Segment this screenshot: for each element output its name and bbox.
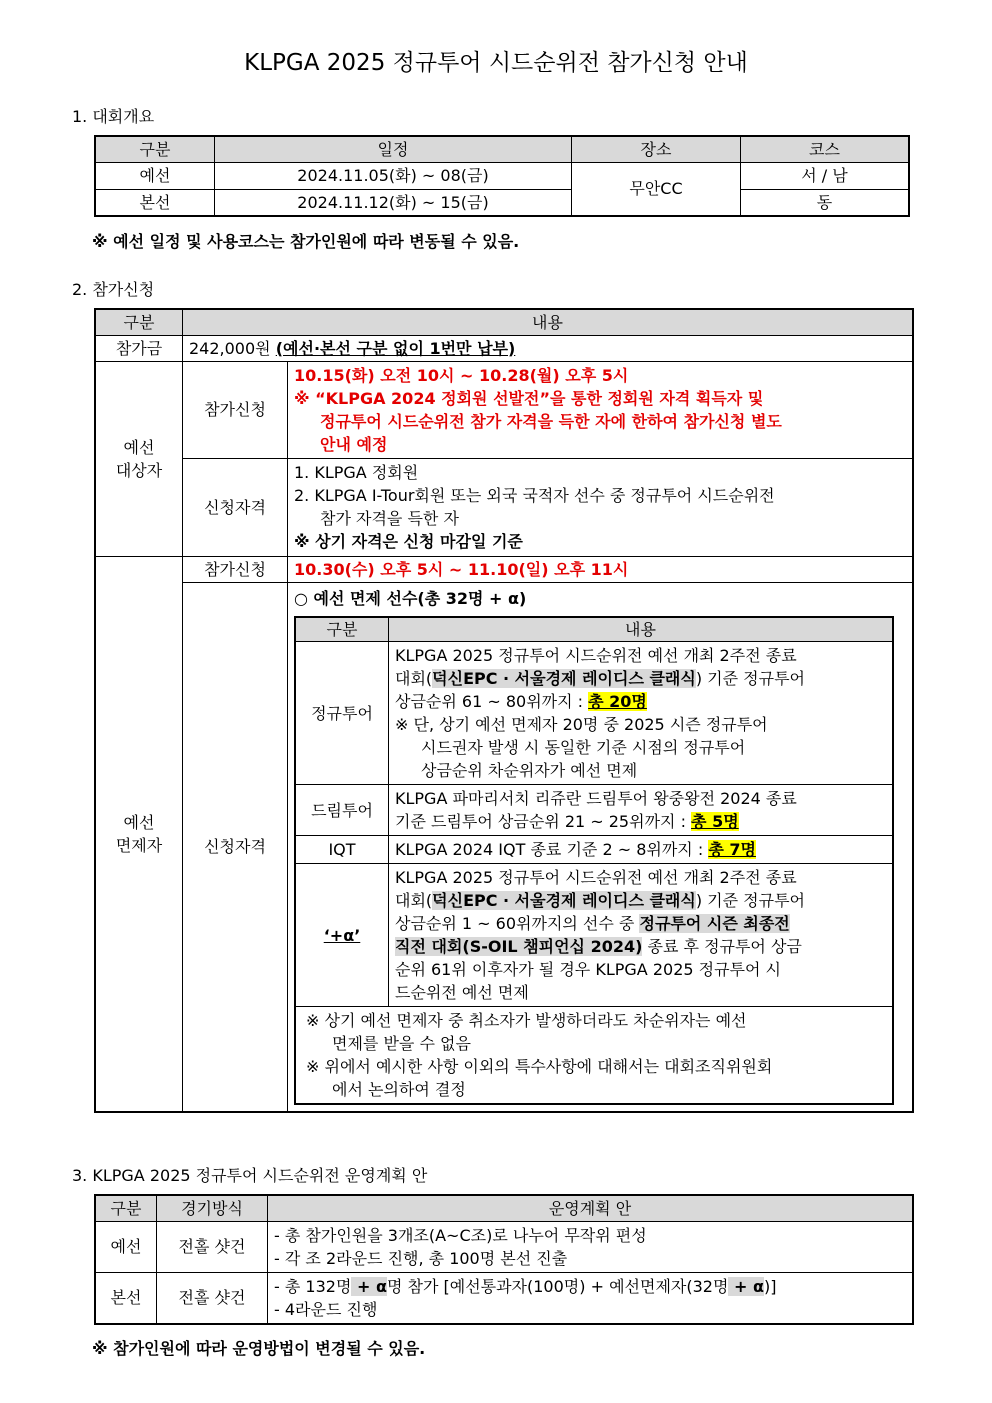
plan-header-content: 운영계획 안 xyxy=(268,1195,914,1221)
section3-heading: 3. KLPGA 2025 정규투어 시드순위전 운영계획 안 xyxy=(72,1166,428,1185)
overview-row-type: 예선 xyxy=(95,162,215,189)
exempt-apply-label: 참가신청 xyxy=(183,556,288,582)
dream-tour-label: 드림투어 xyxy=(295,785,389,836)
overview-header-type: 구분 xyxy=(95,136,215,162)
exempt-inner-table xyxy=(294,616,894,1106)
overview-venue: 무안CC xyxy=(572,162,741,216)
plan-final-type: 본선 xyxy=(95,1272,157,1324)
dream-tour-content: KLPGA 파마리서치 리쥬란 드림투어 왕중왕전 2024 종료 기준 드림투어 상금순위 21 ~ 25위까지 : 총 5명 xyxy=(389,785,894,836)
section1-heading: 1. 대회개요 xyxy=(72,107,155,126)
application-table xyxy=(94,308,914,1113)
overview-header-venue: 장소 xyxy=(572,136,741,162)
page-title: KLPGA 2025 정규투어 시드순위전 참가신청 안내 xyxy=(244,50,748,76)
exempt-apply-date: 10.30(수) 오후 5시 ~ 11.10(일) 오후 11시 xyxy=(288,556,914,582)
overview-row-course: 서 / 남 xyxy=(741,162,910,189)
overview-row-date: 2024.11.12(화) ~ 15(금) xyxy=(215,189,572,216)
alpha-label: ‘+α’ xyxy=(295,864,389,1007)
exempt-footnotes: ※ 상기 예선 면제자 중 취소자가 발생하더라도 차순위자는 예선 면제를 받을 수 없음 ※ 위에서 예시한 사항 이외의 특수사항에 대해서는 대회조직위원회 에서 논의하여 결정 xyxy=(295,1007,893,1105)
prelim-qual-content: 1. KLPGA 정회원 2. KLPGA I-Tour회원 또는 외국 국적자 선수 중 정규투어 시드순위전 참가 자격을 득한 자 ※ 상기 자격은 신청 마감일 기준 xyxy=(288,458,914,556)
exempt-qual-content xyxy=(288,582,914,1112)
app-header-content: 내용 xyxy=(183,309,914,335)
inner-header-type: 구분 xyxy=(295,617,389,642)
prelim-label: 예선 대상자 xyxy=(95,361,183,556)
plan-table xyxy=(94,1194,914,1325)
inner-header-content: 내용 xyxy=(389,617,894,642)
fee-note: (예선·본선 구분 없이 1번만 납부) xyxy=(275,338,516,358)
section1-note: ※ 예선 일정 및 사용코스는 참가인원에 따라 변동될 수 있음. xyxy=(92,232,520,251)
overview-header-date: 일정 xyxy=(215,136,572,162)
plan-prelim-format: 전홀 샷건 xyxy=(157,1221,268,1272)
plan-final-format: 전홀 샷건 xyxy=(157,1272,268,1324)
iqt-label: IQT xyxy=(295,836,389,864)
exempt-label: 예선 면제자 xyxy=(95,556,183,1112)
plan-final-content: - 총 132명 + α명 참가 [예선통과자(100명) + 예선면제자(32명 + α)] - 4라운드 진행 xyxy=(268,1272,914,1324)
section2-heading: 2. 참가신청 xyxy=(72,280,155,299)
overview-row-course: 동 xyxy=(741,189,910,216)
overview-header-course: 코스 xyxy=(741,136,910,162)
overview-row-type: 본선 xyxy=(95,189,215,216)
fee-amount: 242,000원 xyxy=(189,338,271,358)
fee-label: 참가금 xyxy=(95,335,183,361)
plan-prelim-type: 예선 xyxy=(95,1221,157,1272)
section3-note: ※ 참가인원에 따라 운영방법이 변경될 수 있음. xyxy=(92,1339,426,1358)
exempt-qual-label: 신청자격 xyxy=(183,582,288,1112)
exempt-heading: ○ 예선 면제 선수(총 32명 + α) xyxy=(294,588,527,608)
iqt-content: KLPGA 2024 IQT 종료 기준 2 ~ 8위까지 : 총 7명 xyxy=(389,836,894,864)
plan-header-type: 구분 xyxy=(95,1195,157,1221)
prelim-qual-label: 신청자격 xyxy=(183,458,288,556)
app-header-type: 구분 xyxy=(95,309,183,335)
overview-row-date: 2024.11.05(화) ~ 08(금) xyxy=(215,162,572,189)
regular-tour-label: 정규투어 xyxy=(295,642,389,785)
prelim-apply-label: 참가신청 xyxy=(183,361,288,458)
plan-header-format: 경기방식 xyxy=(157,1195,268,1221)
prelim-apply-content: 10.15(화) 오전 10시 ~ 10.28(월) 오후 5시 ※ “KLPGA 2024 정회원 선발전”을 통한 정회원 자격 획득자 및 정규투어 시드순위전 참가 자격을 득한 자에 한하여 참가신청 별도 안내 예정 xyxy=(288,361,914,458)
plan-prelim-content: - 총 참가인원을 3개조(A~C조)로 나누어 무작위 편성 - 각 조 2라운드 진행, 총 100명 본선 진출 xyxy=(268,1221,914,1272)
overview-table xyxy=(94,135,910,217)
alpha-content: KLPGA 2025 정규투어 시드순위전 예선 개최 2주전 종료 대회(덕신EPC · 서울경제 레이디스 클래식) 기준 정규투어 상금순위 1 ~ 60위까지의 선수 중 정규투어 시즌 최종전 직전 대회(S-OIL 챔피언십 2024) 종료 후 정규투어 상금 순위 61위 이후자가 될 경우 KLPGA 2025 정규투어 시 드순위전 예선 면제 xyxy=(389,864,894,1007)
regular-tour-content: KLPGA 2025 정규투어 시드순위전 예선 개최 2주전 종료 대회(덕신EPC · 서울경제 레이디스 클래식) 기준 정규투어 상금순위 61 ~ 80위까지 : 총 20명 ※ 단, 상기 예선 면제자 20명 중 2025 시즌 정규투어 시드권자 발생 시 동일한 기준 시점의 정규투어 상금순위 차순위자가 예선 면제 xyxy=(389,642,894,785)
